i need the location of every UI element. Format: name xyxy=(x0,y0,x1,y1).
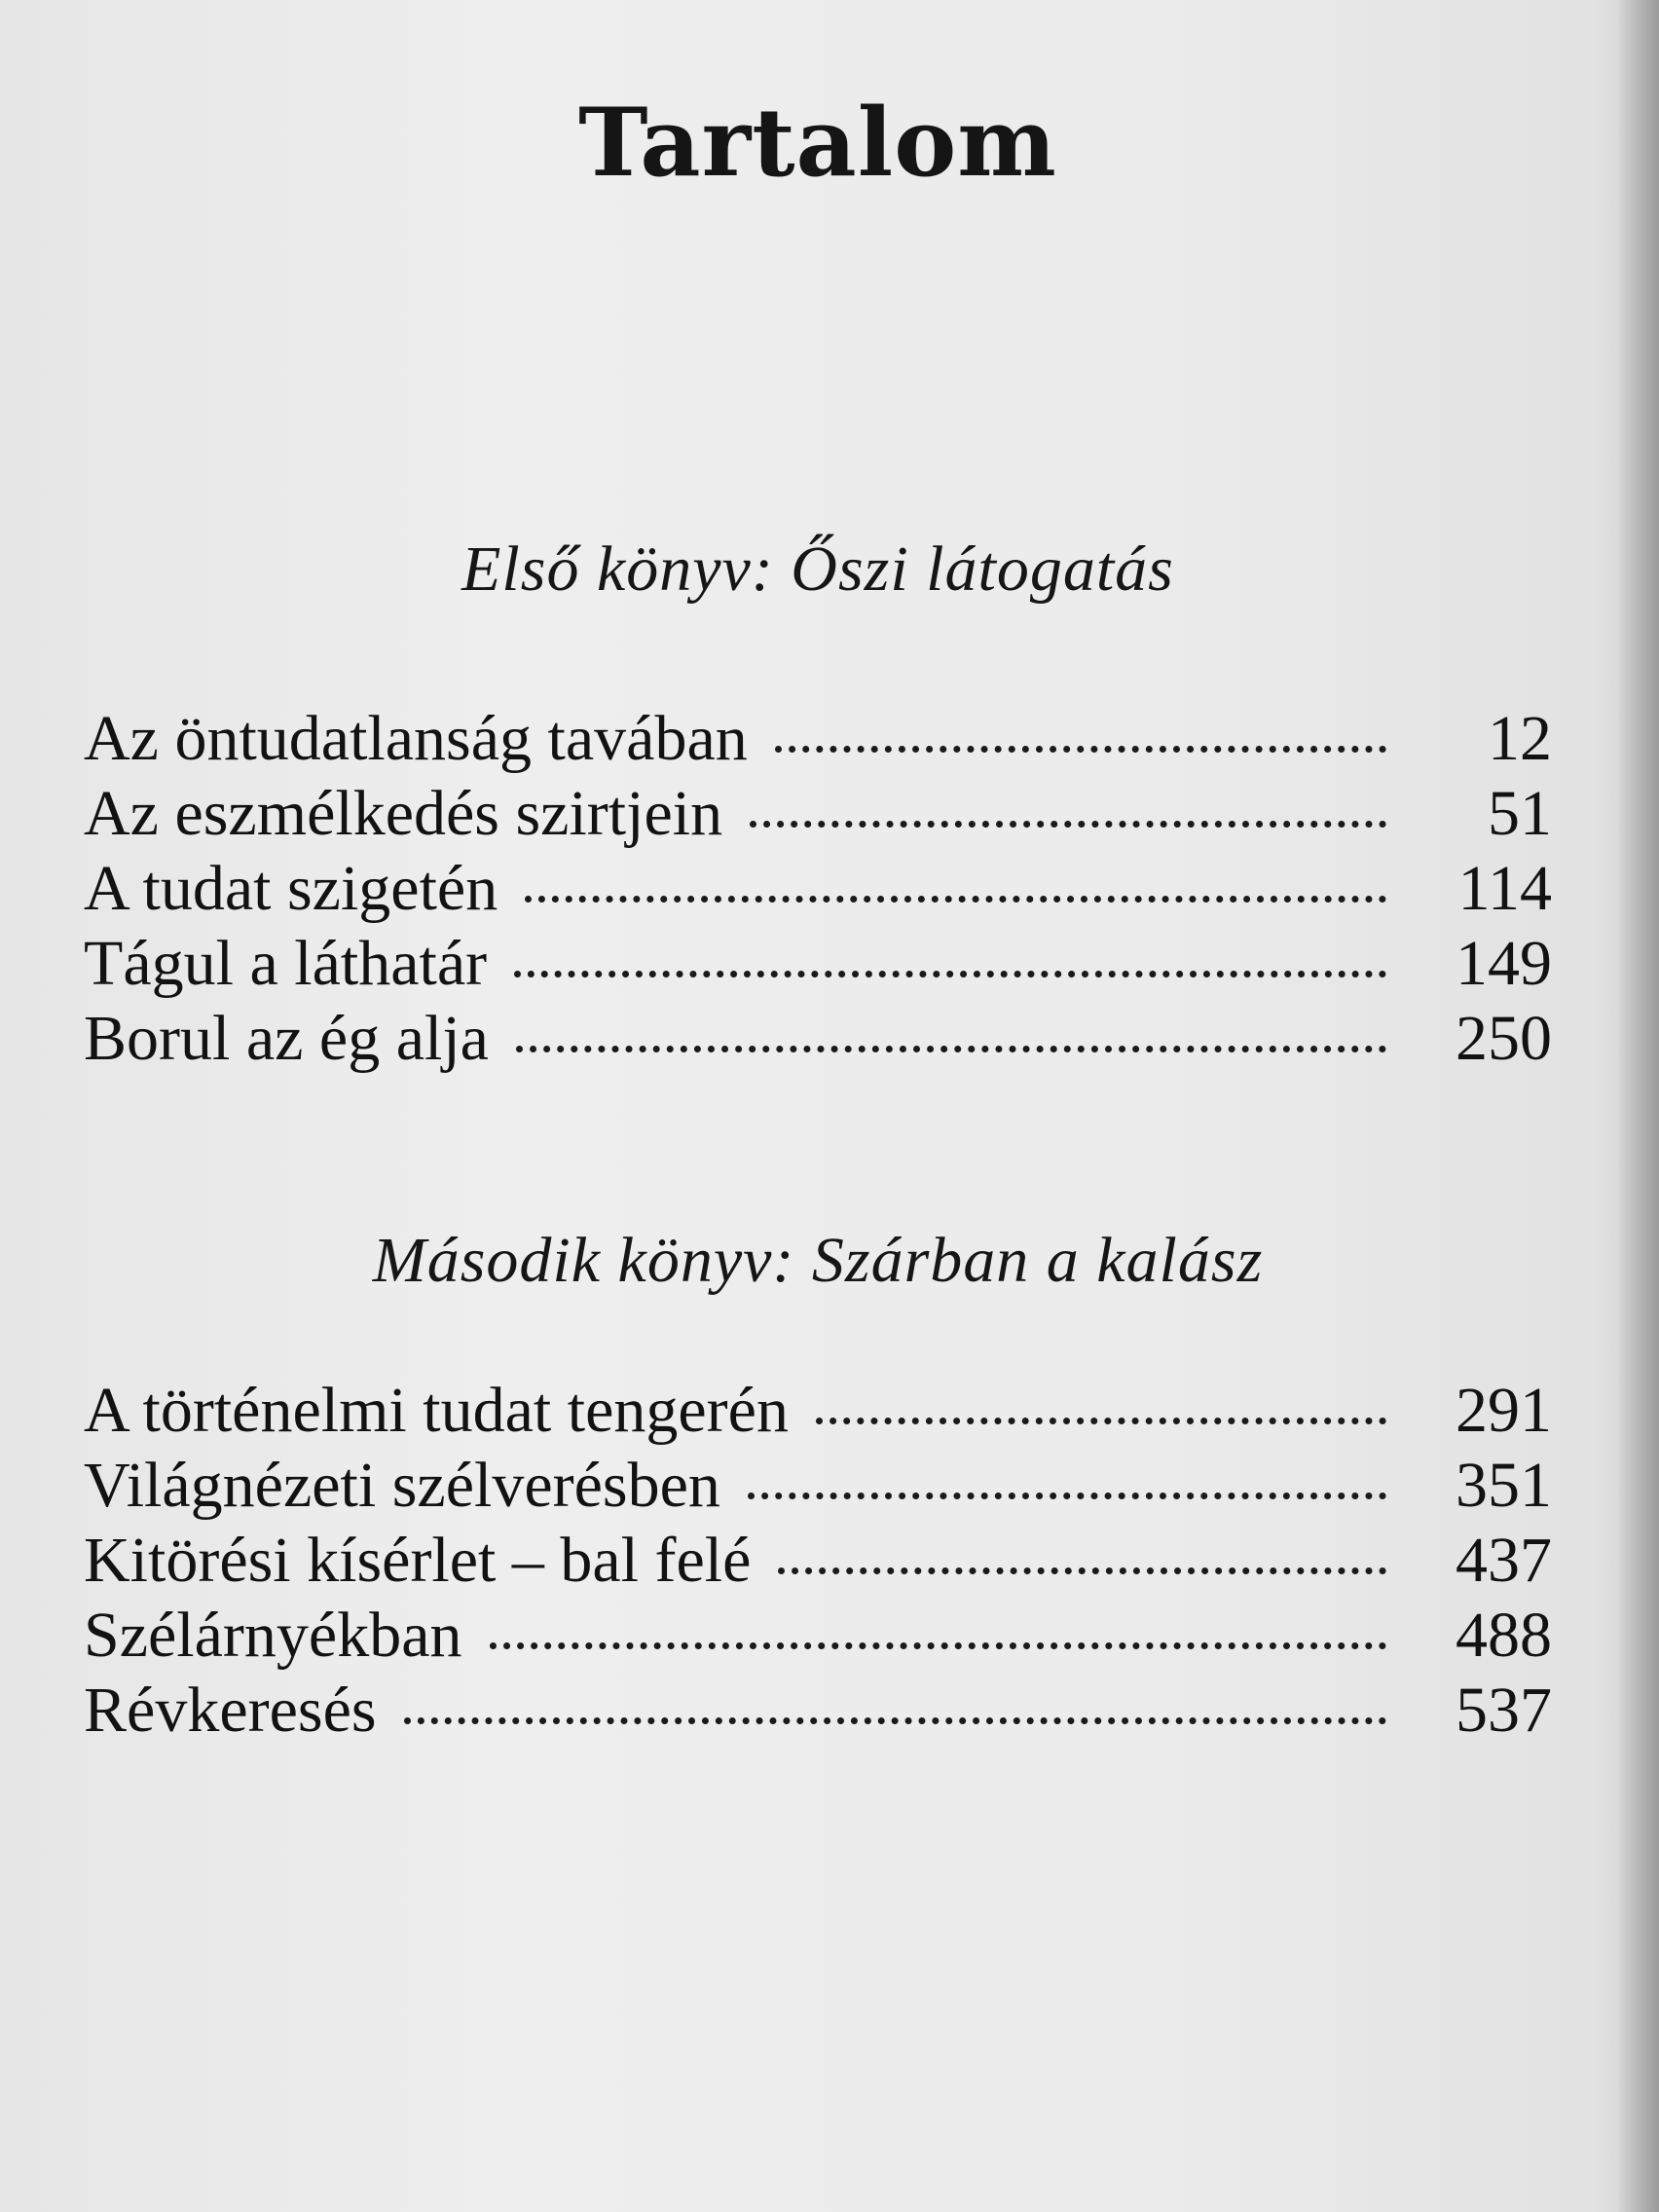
toc-entry[interactable] xyxy=(84,1373,1552,1448)
entry-page-number: 114 xyxy=(1457,853,1552,924)
dot-leader xyxy=(490,1642,1387,1649)
entry-page-number: 51 xyxy=(1488,778,1552,849)
dot-leader xyxy=(750,821,1386,828)
entry-title: A történelmi tudat tengerén xyxy=(84,1375,789,1446)
toc-entry[interactable] xyxy=(84,1523,1552,1598)
entry-title: Az öntudatlanság tavában xyxy=(84,703,748,774)
entry-page-number: 12 xyxy=(1488,703,1552,774)
book-2-toc xyxy=(84,1373,1552,1748)
entry-title: Borul az ég alja xyxy=(84,1003,489,1074)
dot-leader xyxy=(525,896,1386,903)
dot-leader xyxy=(816,1418,1386,1424)
entry-title: Kitörési kísérlet – bal felé xyxy=(84,1525,752,1596)
dot-leader xyxy=(404,1717,1386,1724)
entry-title: Révkeresés xyxy=(84,1675,377,1746)
toc-entry[interactable] xyxy=(84,851,1552,926)
entry-title: Világnézeti szélverésben xyxy=(84,1450,720,1521)
entry-title: Tágul a láthatár xyxy=(84,928,488,999)
entry-title: Szélárnyékban xyxy=(84,1600,462,1671)
toc-entry[interactable] xyxy=(84,776,1552,851)
toc-entry[interactable] xyxy=(84,701,1552,776)
toc-entry[interactable] xyxy=(84,926,1552,1001)
toc-entry[interactable] xyxy=(84,1001,1552,1076)
dot-leader xyxy=(778,1567,1386,1574)
entry-page-number: 250 xyxy=(1456,1003,1552,1074)
entry-page-number: 437 xyxy=(1456,1525,1552,1596)
toc-entry[interactable] xyxy=(84,1598,1552,1673)
entry-title: Az eszmélkedés szirtjein xyxy=(84,778,723,849)
toc-entry[interactable] xyxy=(84,1673,1552,1748)
entry-page-number: 291 xyxy=(1456,1375,1552,1446)
entry-page-number: 149 xyxy=(1456,928,1552,999)
dot-leader xyxy=(775,746,1386,753)
book-1-heading: Első könyv: Őszi látogatás xyxy=(461,534,1174,605)
toc-entry[interactable] xyxy=(84,1448,1552,1523)
dot-leader xyxy=(514,971,1386,977)
dot-leader xyxy=(748,1493,1386,1499)
dot-leader xyxy=(516,1046,1386,1052)
page-edge-shadow xyxy=(1618,0,1659,2212)
entry-page-number: 537 xyxy=(1456,1675,1552,1746)
page-title: Tartalom xyxy=(578,88,1057,198)
entry-title: A tudat szigetén xyxy=(84,853,498,924)
book-1-toc xyxy=(84,701,1552,1076)
book-2-heading: Második könyv: Szárban a kalász xyxy=(372,1225,1264,1296)
entry-page-number: 351 xyxy=(1456,1450,1552,1521)
entry-page-number: 488 xyxy=(1456,1600,1552,1671)
